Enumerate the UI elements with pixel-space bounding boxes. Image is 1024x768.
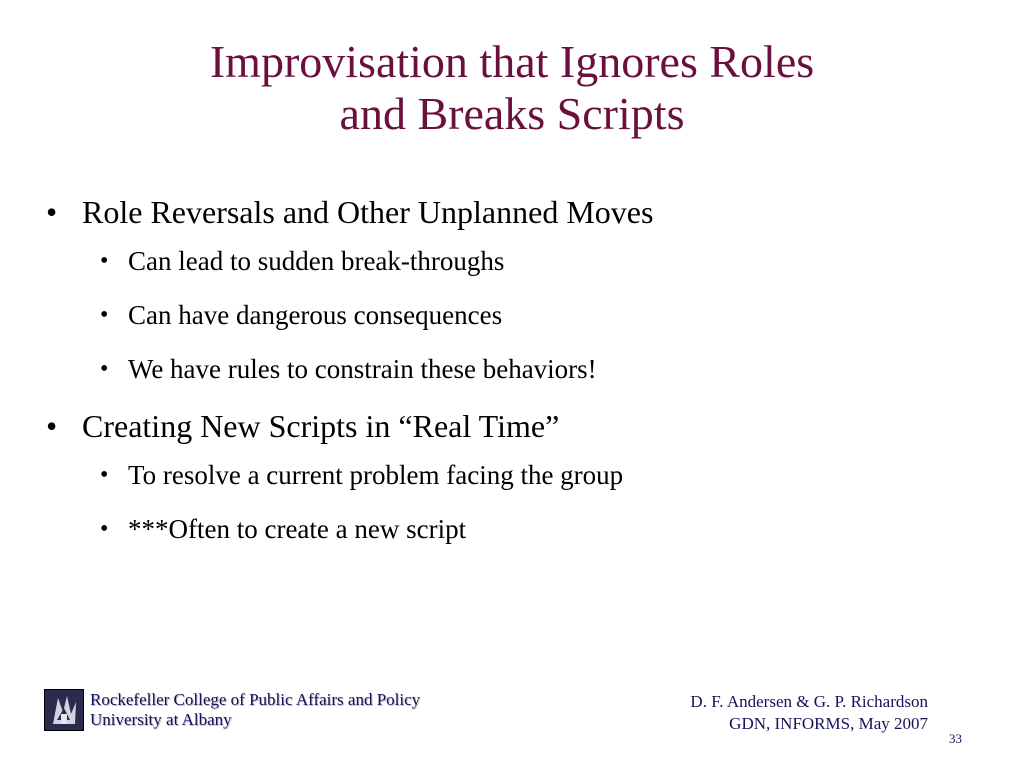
bullet-icon: • (100, 302, 109, 328)
college-name-line-2: University at Albany (90, 710, 232, 729)
college-logo-icon (44, 689, 84, 731)
title-line-1: Improvisation that Ignores Roles (209, 36, 815, 87)
bullet-text: Role Reversals and Other Unplanned Moves (82, 194, 654, 230)
bullet-icon: • (100, 248, 109, 274)
college-name-line-1: Rockefeller College of Public Affairs and Policy (90, 690, 421, 709)
bullet-icon: • (100, 462, 109, 488)
footer-authors: D. F. Andersen & G. P. Richardson (690, 692, 928, 711)
sub-bullet-item (44, 512, 984, 546)
bullet-icon: • (100, 356, 109, 382)
bullet-item (44, 192, 984, 232)
bullet-icon: • (46, 194, 58, 230)
sub-bullet-text: We have rules to constrain these behaviors! (128, 354, 597, 384)
slide-number: 33 (949, 731, 962, 746)
sub-bullet-text: To resolve a current problem facing the group (128, 460, 624, 490)
bullet-text: Creating New Scripts in “Real Time” (82, 408, 560, 444)
bullet-icon: • (46, 408, 58, 444)
sub-bullet-text: ***Often to create a new script (128, 514, 467, 544)
bullet-item (44, 406, 984, 446)
sub-bullet-item (44, 352, 984, 386)
sub-bullet-item (44, 458, 984, 492)
bullet-icon: • (100, 516, 109, 542)
sub-bullet-text: Can have dangerous consequences (128, 300, 503, 330)
footer-credits (690, 691, 928, 735)
slide-title (0, 36, 1024, 140)
bullet-list (44, 192, 984, 566)
sub-bullet-text: Can lead to sudden break-throughs (128, 246, 505, 276)
title-line-2: and Breaks Scripts (339, 88, 685, 139)
footer-venue: GDN, INFORMS, May 2007 (729, 714, 928, 733)
sub-bullet-item (44, 298, 984, 332)
college-name (90, 690, 420, 730)
sub-bullet-item (44, 244, 984, 278)
